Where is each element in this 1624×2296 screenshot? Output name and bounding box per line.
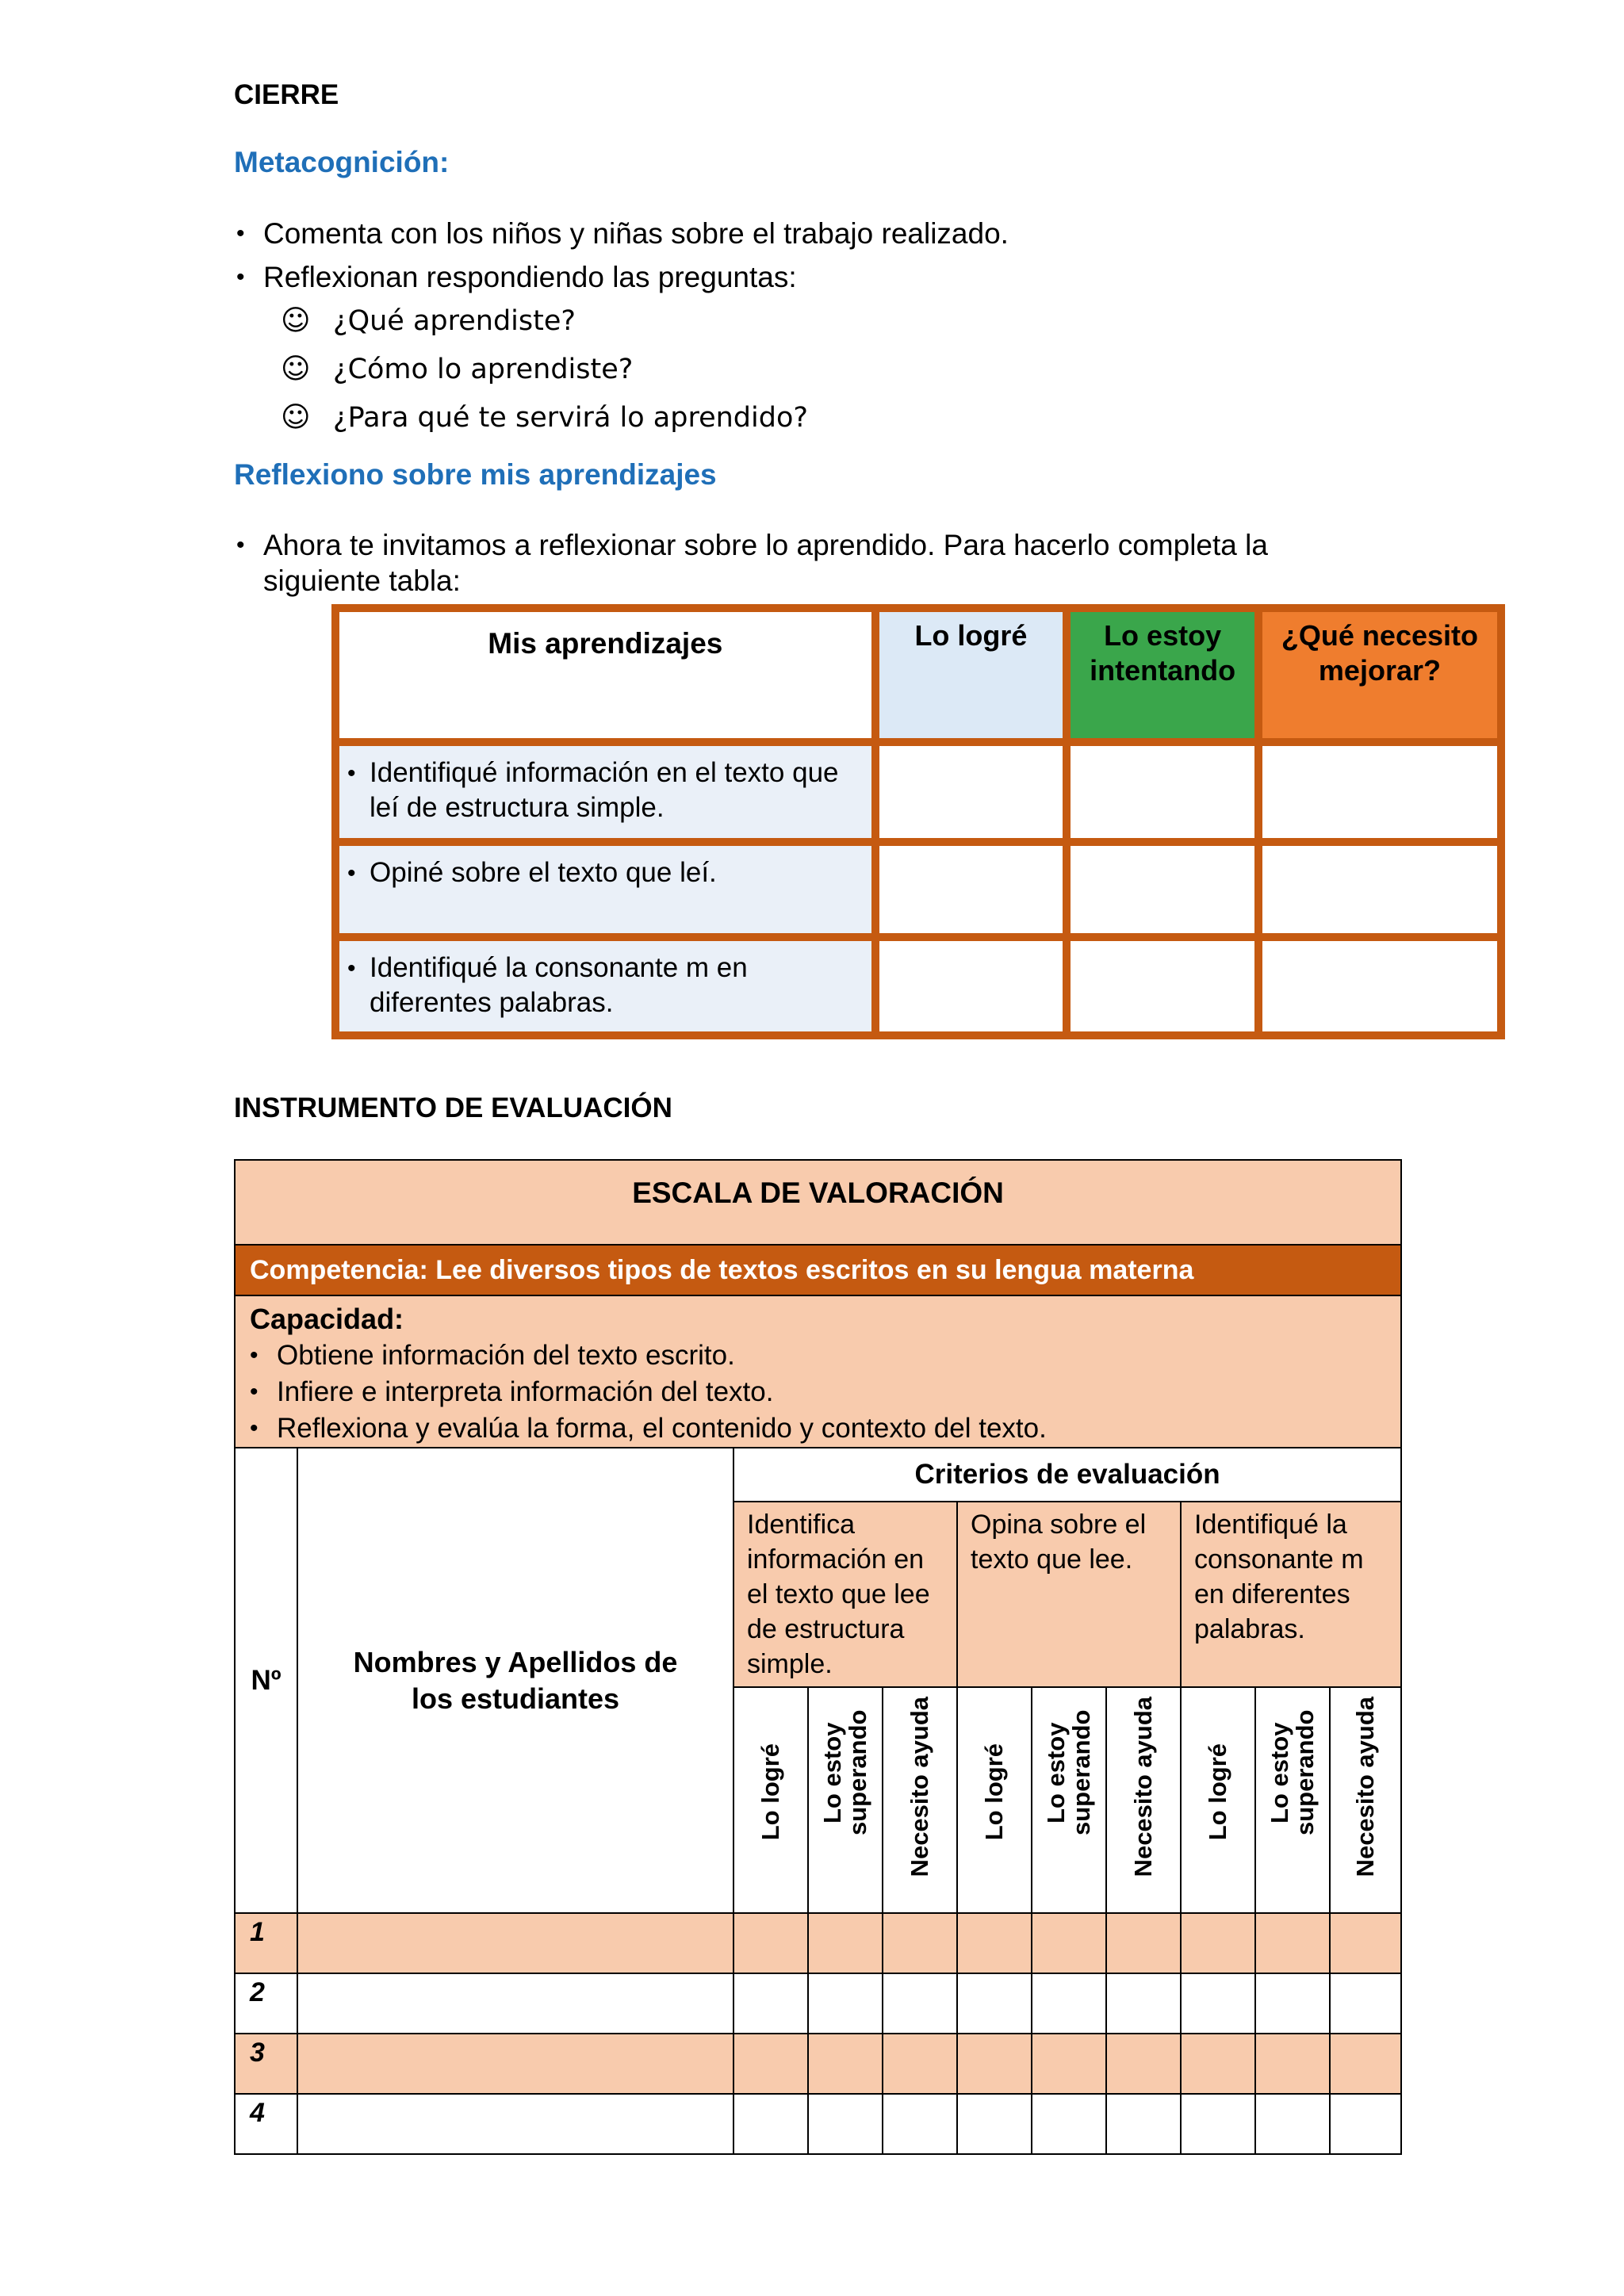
score-cell[interactable] <box>1181 1913 1255 1973</box>
score-cell[interactable] <box>1106 2034 1181 2094</box>
score-cell[interactable] <box>957 1973 1032 2034</box>
evaluation-scale-table <box>234 1159 1402 2155</box>
table-row <box>235 2094 1401 2154</box>
section-title-cierre: CIERRE <box>234 79 339 110</box>
score-cell[interactable] <box>1106 2094 1181 2154</box>
criterio-2: Opina sobre el texto que lee. <box>957 1502 1181 1687</box>
learning-item <box>335 937 875 1035</box>
names-header: Nombres y Apellidos de los estudiantes <box>297 1448 733 1913</box>
score-cell[interactable] <box>1181 2094 1255 2154</box>
bullet-dot-icon: • <box>236 264 245 290</box>
score-cell[interactable] <box>1330 2034 1401 2094</box>
checkbox-cell[interactable] <box>1258 742 1501 842</box>
bullet-dot-icon: • <box>250 1415 259 1441</box>
level-lo-estoy-superando: Lo estoy superando <box>1266 1709 1319 1836</box>
level-lo-estoy-superando: Lo estoy superando <box>1042 1709 1095 1836</box>
level-necesito-ayuda: Necesito ayuda <box>906 1696 933 1877</box>
capacidad-text: Obtiene información del texto escrito. <box>277 1340 735 1371</box>
question-item <box>281 401 808 434</box>
score-cell[interactable] <box>1106 1973 1181 2034</box>
student-name-cell[interactable] <box>297 2034 733 2094</box>
score-cell[interactable] <box>808 2034 883 2094</box>
score-cell[interactable] <box>1255 2034 1330 2094</box>
capacidad-title: Capacidad: <box>250 1303 404 1335</box>
score-cell[interactable] <box>733 1973 808 2034</box>
score-cell[interactable] <box>1032 1973 1106 2034</box>
checkbox-cell[interactable] <box>875 742 1067 842</box>
metacognicion-heading: Metacognición: <box>234 146 450 178</box>
learning-item-text: Identifiqué información en el texto que leí de estructura simple. <box>370 757 839 823</box>
score-cell[interactable] <box>1330 1973 1401 2034</box>
score-cell[interactable] <box>883 1973 957 2034</box>
level-lo-logre: Lo logré <box>756 1743 784 1840</box>
score-cell[interactable] <box>808 1913 883 1973</box>
score-cell[interactable] <box>1106 1913 1181 1973</box>
score-cell[interactable] <box>1255 1913 1330 1973</box>
bullet-text: Reflexionan respondiendo las preguntas: <box>263 261 797 293</box>
score-cell[interactable] <box>733 2034 808 2094</box>
bullet-dot-icon: • <box>236 532 245 558</box>
score-cell[interactable] <box>808 1973 883 2034</box>
capacidad-text: Reflexiona y evalúa la forma, el contenido y contexto del texto. <box>277 1413 1047 1444</box>
num-header: Nº <box>235 1448 297 1913</box>
smiley-icon: ☺ <box>281 353 311 385</box>
bullet-dot-icon: • <box>347 860 356 886</box>
header-lo-logre: Lo logré <box>875 608 1067 742</box>
capacidad-item <box>250 1410 1388 1447</box>
smiley-icon: ☺ <box>281 401 311 434</box>
level-lo-logre: Lo logré <box>980 1743 1008 1840</box>
capacidad-cell <box>235 1295 1401 1448</box>
header-lo-estoy-intentando: Lo estoy intentando <box>1067 608 1258 742</box>
learning-item-text: Identifiqué la consonante m en diferentes palabras. <box>370 952 748 1018</box>
invite-text: Ahora te invitamos a reflexionar sobre lo aprendido. Para hacerlo completa la siguiente tabla: <box>263 529 1268 597</box>
table-row <box>235 1973 1401 2034</box>
scale-title: ESCALA DE VALORACIÓN <box>235 1160 1401 1245</box>
question-item <box>281 304 576 337</box>
capacidad-item <box>250 1374 1388 1410</box>
score-cell[interactable] <box>883 2094 957 2154</box>
level-lo-logre: Lo logré <box>1204 1743 1231 1840</box>
checkbox-cell[interactable] <box>1067 742 1258 842</box>
table-row <box>235 2034 1401 2094</box>
score-cell[interactable] <box>957 1913 1032 1973</box>
checkbox-cell[interactable] <box>1258 842 1501 937</box>
score-cell[interactable] <box>883 1913 957 1973</box>
score-cell[interactable] <box>1032 2094 1106 2154</box>
score-cell[interactable] <box>1032 2034 1106 2094</box>
score-cell[interactable] <box>1330 1913 1401 1973</box>
student-name-cell[interactable] <box>297 1913 733 1973</box>
level-lo-estoy-superando: Lo estoy superando <box>818 1709 871 1836</box>
criterios-header: Criterios de evaluación <box>733 1448 1401 1502</box>
score-cell[interactable] <box>1255 1973 1330 2034</box>
criterio-1: Identifica información en el texto que lee de estructura simple. <box>733 1502 957 1687</box>
level-necesito-ayuda: Necesito ayuda <box>1351 1696 1380 1877</box>
row-number: 4 <box>235 2094 297 2154</box>
score-cell[interactable] <box>808 2094 883 2154</box>
instrumento-heading: INSTRUMENTO DE EVALUACIÓN <box>234 1093 672 1123</box>
question-item <box>281 353 633 385</box>
checkbox-cell[interactable] <box>1258 937 1501 1035</box>
bullet-dot-icon: • <box>347 955 356 982</box>
question-text: ¿Para qué te servirá lo aprendido? <box>333 401 808 434</box>
score-cell[interactable] <box>1330 2094 1401 2154</box>
reflection-table <box>331 604 1505 1039</box>
bullet-dot-icon: • <box>236 220 245 247</box>
score-cell[interactable] <box>1181 2034 1255 2094</box>
row-number: 3 <box>235 2034 297 2094</box>
learning-item <box>335 742 875 842</box>
checkbox-cell[interactable] <box>875 937 1067 1035</box>
level-necesito-ayuda: Necesito ayuda <box>1129 1696 1157 1877</box>
learning-item-text: Opiné sobre el texto que leí. <box>370 857 717 888</box>
score-cell[interactable] <box>957 2094 1032 2154</box>
header-mis-aprendizajes: Mis aprendizajes <box>335 608 875 742</box>
question-text: ¿Qué aprendiste? <box>333 304 576 337</box>
reflexiono-heading: Reflexiono sobre mis aprendizajes <box>234 458 717 491</box>
score-cell[interactable] <box>1255 2094 1330 2154</box>
student-name-cell[interactable] <box>297 1973 733 2034</box>
header-que-necesito-mejorar: ¿Qué necesito mejorar? <box>1258 608 1501 742</box>
checkbox-cell[interactable] <box>1067 842 1258 937</box>
bullet-dot-icon: • <box>250 1379 259 1405</box>
student-name-cell[interactable] <box>297 2094 733 2154</box>
criterio-3: Identifiqué la consonante m en diferentes palabras. <box>1181 1502 1401 1687</box>
score-cell[interactable] <box>883 2034 957 2094</box>
competencia-row: Competencia: Lee diversos tipos de textos escritos en su lengua materna <box>235 1245 1401 1295</box>
bullet-text: Comenta con los niños y niñas sobre el trabajo realizado. <box>263 217 1009 250</box>
bullet-item <box>236 216 1426 251</box>
row-number: 2 <box>235 1973 297 2034</box>
checkbox-cell[interactable] <box>875 842 1067 937</box>
learning-item <box>335 842 875 937</box>
bullet-item <box>236 527 1362 599</box>
bullet-dot-icon: • <box>347 760 356 786</box>
smiley-icon: ☺ <box>281 304 311 337</box>
score-cell[interactable] <box>1032 1913 1106 1973</box>
capacidad-item <box>250 1337 1388 1374</box>
bullet-item <box>236 259 1426 295</box>
question-text: ¿Cómo lo aprendiste? <box>333 353 634 385</box>
score-cell[interactable] <box>957 2034 1032 2094</box>
score-cell[interactable] <box>733 1913 808 1973</box>
score-cell[interactable] <box>733 2094 808 2154</box>
table-row <box>235 1913 1401 1973</box>
bullet-dot-icon: • <box>250 1342 259 1368</box>
checkbox-cell[interactable] <box>1067 937 1258 1035</box>
score-cell[interactable] <box>1181 1973 1255 2034</box>
row-number: 1 <box>235 1913 297 1973</box>
capacidad-text: Infiere e interpreta información del texto. <box>277 1376 774 1407</box>
